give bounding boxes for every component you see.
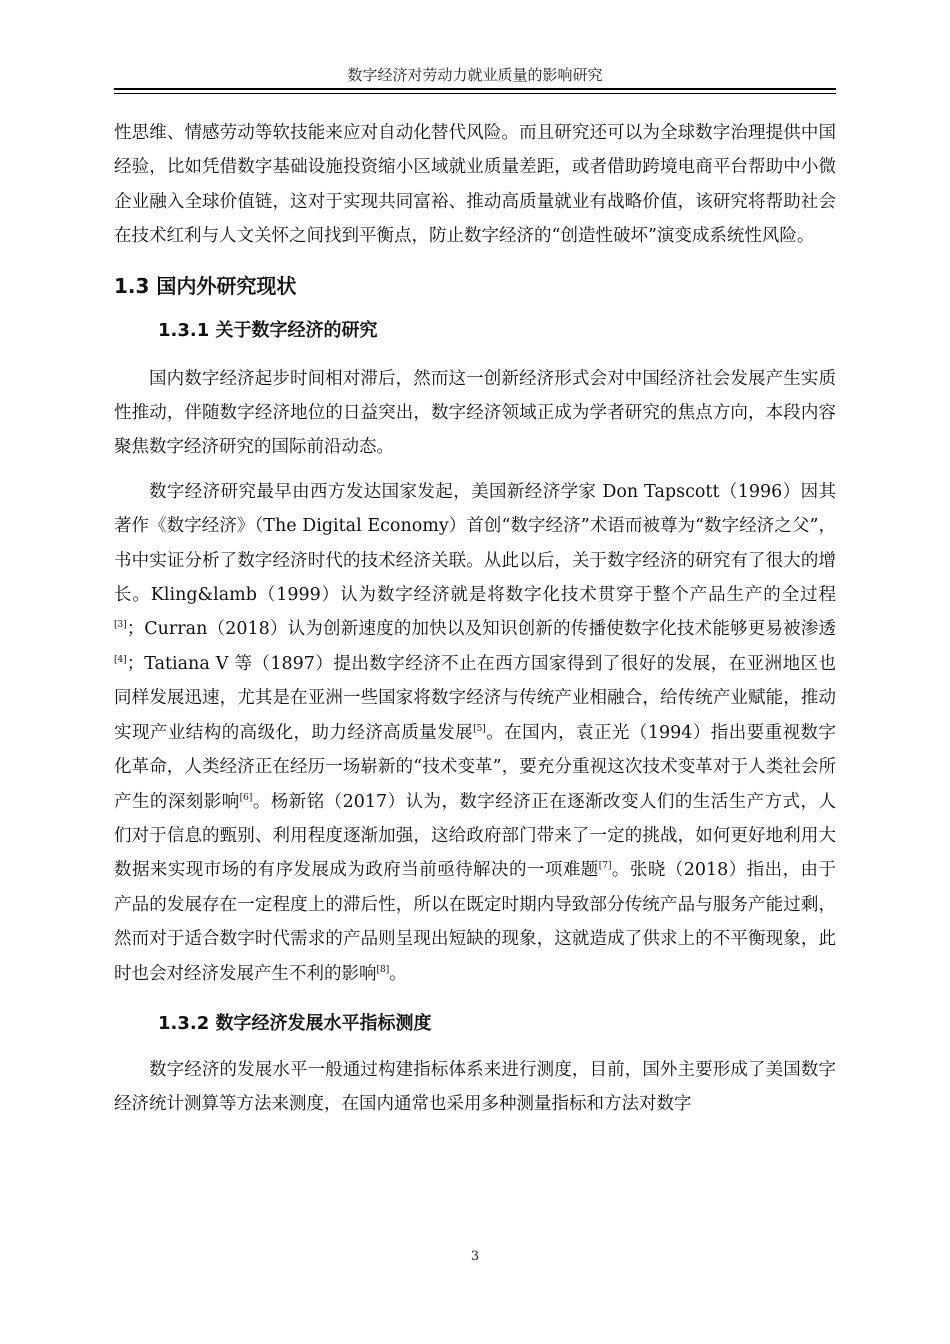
paragraph-text-segment: 。在国内，袁正光（1994）指出要重视数字化革命，人类经济正在经历一场崭新的“技术变革”，要充分重视这次技术变革对于人类社会所产生的深刻影响 xyxy=(114,722,836,812)
citation-ref: [6] xyxy=(239,792,253,803)
paragraph-text-segment: 。张晓（2018）指出，由于产品的发展存在一定程度上的滞后性，所以在既定时期内导致部分传统产品与服务产能过剩，然而对于适合数字时代需求的产品则呈现出短缺的现象，这就造成了供求上的不平衡现象，此时也会对经济发展产生不利的影响 xyxy=(114,860,836,984)
page-body xyxy=(114,116,836,1122)
citation-ref: [4] xyxy=(114,654,127,665)
paragraph-measurement: 数字经济的发展水平一般通过构建指标体系来进行测度，目前，国外主要形成了美国数字经济统计测算等方法来测度，在国内通常也采用多种测量指标和方法对数字 xyxy=(114,1059,836,1115)
paragraph-text-segment: ；Curran（2018）认为创新速度的加快以及知识创新的传播使数字化技术能够更易被渗透 xyxy=(126,619,836,640)
header-rule-thin xyxy=(114,93,836,94)
paragraph-text-segment: ；Tatiana V 等（1897）提出数字经济不止在西方国家得到了很好的发展，在亚洲地区也同样发展迅速，尤其是在亚洲一些国家将数字经济与传统产业相融合，给传统产业赋能，推动实现产业结构的高级化，助力经济高质量发展 xyxy=(114,653,836,743)
citation-ref: [8] xyxy=(376,964,390,975)
paragraph-domestic-intro: 国内数字经济起步时间相对滞后，然而这一创新经济形式会对中国经济社会发展产生实质性推动，伴随数字经济地位的日益突出，数字经济领域正成为学者研究的焦点方向，本段内容聚焦数字经济研究的国际前沿动态。 xyxy=(114,368,836,458)
paragraph-literature-review xyxy=(114,475,836,991)
paragraph-text-segment: 。 xyxy=(389,963,407,984)
subsection-heading-1-3-2: 1.3.2 数字经济发展水平指标测度 xyxy=(158,1012,432,1034)
page-number: 3 xyxy=(470,1249,480,1264)
header-rule-thick xyxy=(114,88,836,90)
paragraph-text-segment: 数字经济研究最早由西方发达国家发起，美国新经济学家 Don Tapscott（1996）因其著作《数字经济》（The Digital Economy）首创“数字经济”术语而被尊为“数字经济之父”，书中实证分析了数字经济时代的技术经济关联。从此以后，关于数字经济的研究有了很大的增长。Kling&lamb（1999）认为数字经济就是将数字化技术贯穿于整个产品生产的全过程 xyxy=(114,481,836,606)
paragraph-continued: 性思维、情感劳动等软技能来应对自动化替代风险。而且研究还可以为全球数字治理提供中国经验，比如凭借数字基础设施投资缩小区域就业质量差距，或者借助跨境电商平台帮助中小微企业融入全球价值链，这对于实现共同富裕、推动高质量就业有战略价值，该研究将帮助社会在技术红利与人文关怀之间找到平衡点，防止数字经济的“创造性破坏”演变成系统性风险。 xyxy=(114,123,836,247)
citation-ref: [5] xyxy=(473,723,486,734)
paragraph-text-segment: 。杨新铭（2017）认为，数字经济正在逐渐改变人们的生活生产方式，人们对于信息的甄别、利用程度逐渐加强，这给政府部门带来了一定的挑战，如何更好地利用大数据来实现市场的有序发展成为政府当前亟待解决的一项难题 xyxy=(114,791,836,881)
citation-ref: [3] xyxy=(114,620,127,631)
section-heading-1-3: 1.3 国内外研究现状 xyxy=(114,273,297,298)
running-header: 数字经济对劳动力就业质量的影响研究 xyxy=(347,66,603,84)
citation-ref: [7] xyxy=(598,861,612,872)
subsection-heading-1-3-1: 1.3.1 关于数字经济的研究 xyxy=(158,319,378,341)
